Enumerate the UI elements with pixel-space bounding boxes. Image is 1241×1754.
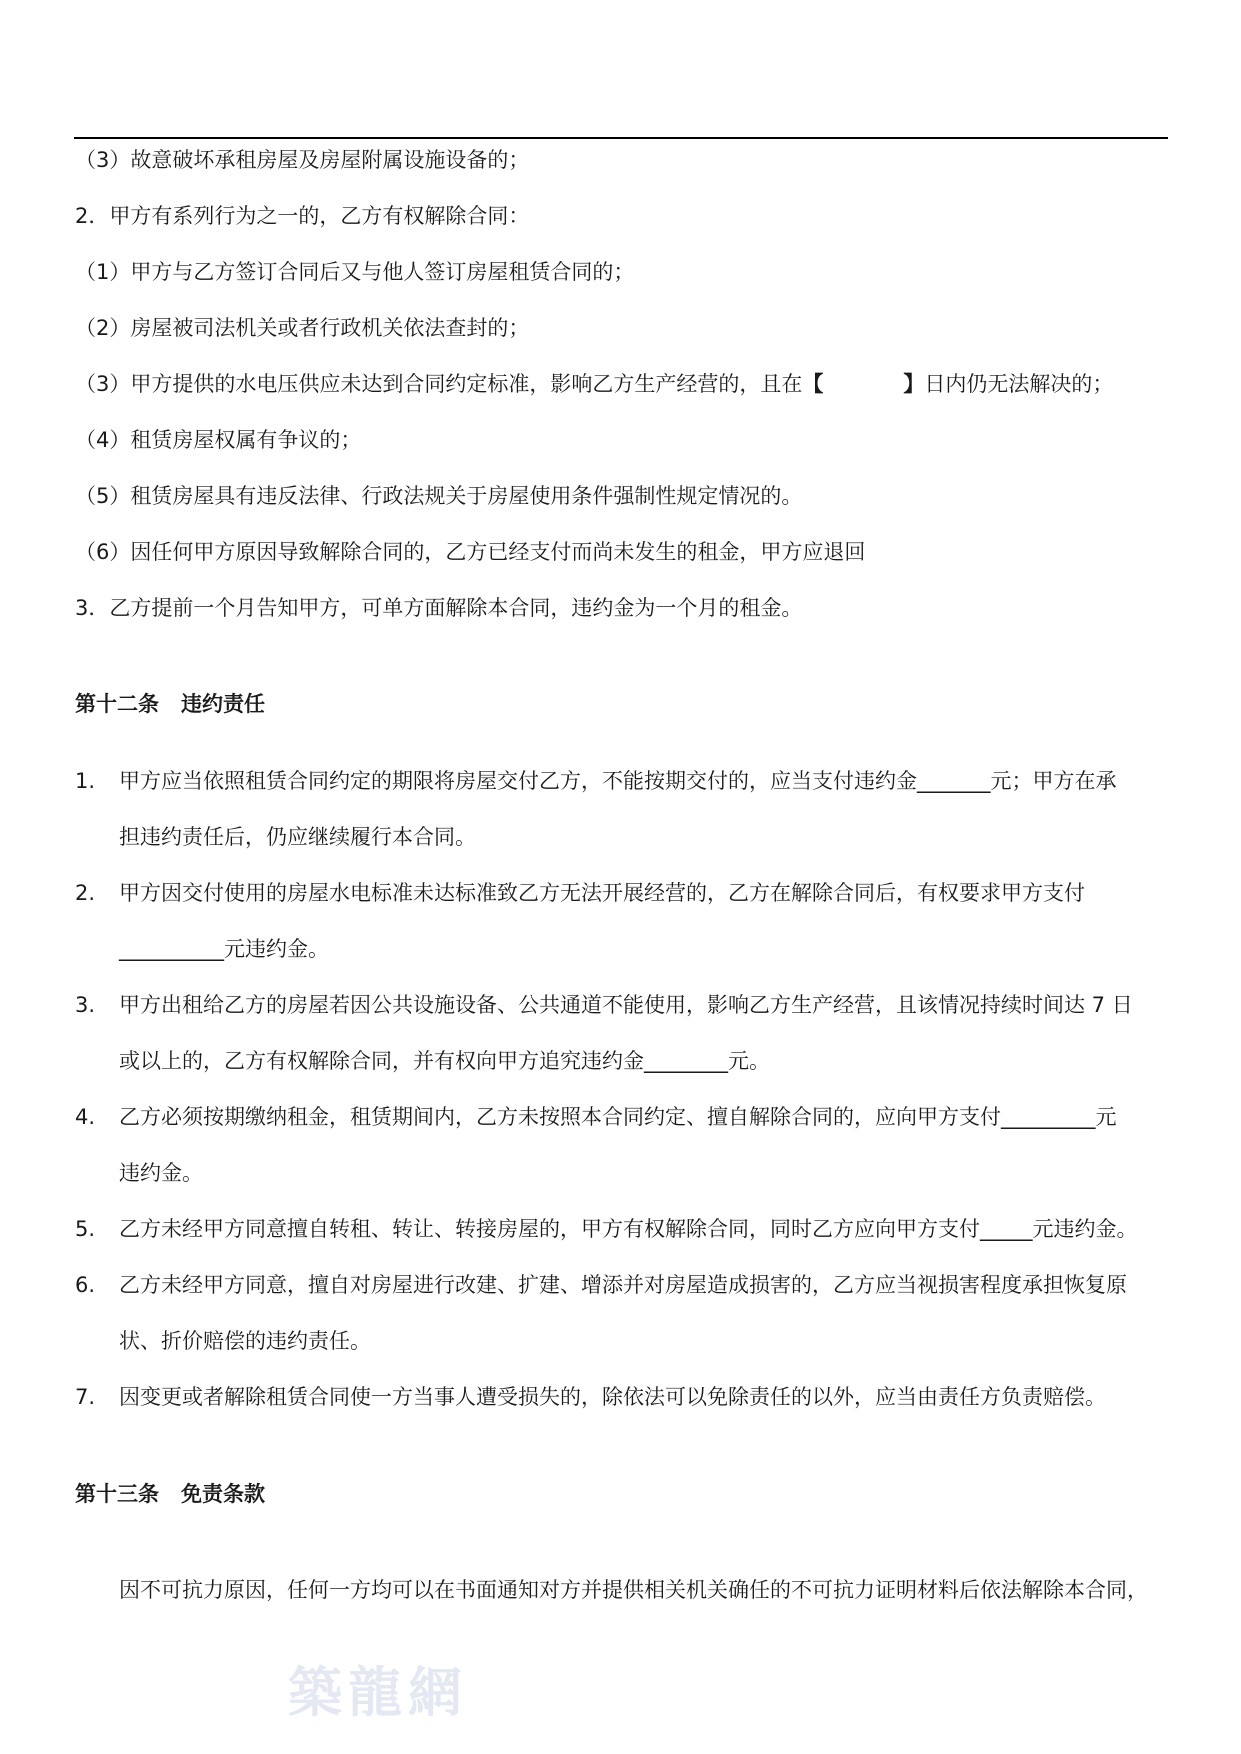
article-13-heading xyxy=(75,1479,265,1509)
item-number: 4. xyxy=(75,1105,96,1129)
item-number: 5. xyxy=(75,1217,96,1241)
item-text: 乙方未经甲方同意擅自转租、转让、转接房屋的，甲方有权解除合同，同时乙方应向甲方支付_____元违约金。 xyxy=(119,1217,1138,1241)
item-text: 违约金。 xyxy=(119,1161,203,1185)
item-number: 7. xyxy=(75,1385,96,1409)
clause-line: （3）故意破坏承租房屋及房屋附属设施设备的； xyxy=(75,148,530,172)
item-text: __________元违约金。 xyxy=(119,937,329,961)
item-text: 甲方出租给乙方的房屋若因公共设施设备、公共通道不能使用，影响乙方生产经营，且该情况持续时间达 7 日 xyxy=(119,993,1133,1017)
item-text: 甲方因交付使用的房屋水电标准未达标准致乙方无法开展经营的，乙方在解除合同后，有权要求甲方支付 xyxy=(119,881,1085,905)
item-number: 2. xyxy=(75,881,96,905)
article-number: 第十三条 xyxy=(75,1482,159,1506)
blank-open-bracket: 【 xyxy=(802,372,824,396)
clause-line: 3．乙方提前一个月告知甲方，可单方面解除本合同，违约金为一个月的租金。 xyxy=(75,596,803,620)
header-rule xyxy=(74,137,1168,139)
item-number: 3. xyxy=(75,993,96,1017)
item-number: 1. xyxy=(75,769,96,793)
item-text: 因变更或者解除租赁合同使一方当事人遭受损失的，除依法可以免除责任的以外，应当由责任方负责赔偿。 xyxy=(119,1385,1106,1409)
blank-close-bracket: 】 xyxy=(903,372,925,396)
item-text: 或以上的，乙方有权解除合同，并有权向甲方追究违约金________元。 xyxy=(119,1049,770,1073)
item-text: 状、折价赔偿的违约责任。 xyxy=(119,1329,371,1353)
clause-line: （4）租赁房屋权属有争议的； xyxy=(75,428,362,452)
paragraph: 因不可抗力原因，任何一方均可以在书面通知对方并提供相关机关确任的不可抗力证明材料后依法解除本合同， xyxy=(119,1578,1148,1602)
article-title: 免责条款 xyxy=(181,1482,265,1506)
clause-text: 日内仍无法解决的； xyxy=(924,372,1114,396)
watermark-logo: 築龍網 xyxy=(288,1660,468,1724)
article-12-heading xyxy=(75,689,265,719)
item-number: 6. xyxy=(75,1273,96,1297)
clause-line: （1）甲方与乙方签订合同后又与他人签订房屋租赁合同的； xyxy=(75,260,635,284)
clause-line: （2）房屋被司法机关或者行政机关依法查封的； xyxy=(75,316,530,340)
item-text: 甲方应当依照租赁合同约定的期限将房屋交付乙方，不能按期交付的，应当支付违约金_______元；甲方在承 xyxy=(119,769,1117,793)
item-text: 乙方未经甲方同意，擅自对房屋进行改建、扩建、增添并对房屋造成损害的，乙方应当视损害程度承担恢复原 xyxy=(119,1273,1127,1297)
clause-text: （3）甲方提供的水电压供应未达到合同约定标准，影响乙方生产经营的，且在 xyxy=(75,372,803,396)
clause-line: （6）因任何甲方原因导致解除合同的，乙方已经支付而尚未发生的租金，甲方应退回 xyxy=(75,540,866,564)
article-number: 第十二条 xyxy=(75,692,159,716)
clause-line: 2．甲方有系列行为之一的，乙方有权解除合同： xyxy=(75,204,530,228)
article-title: 违约责任 xyxy=(181,692,265,716)
item-text: 担违约责任后，仍应继续履行本合同。 xyxy=(119,825,476,849)
item-text: 乙方必须按期缴纳租金，租赁期间内，乙方未按照本合同约定、擅自解除合同的，应向甲方支付_________元 xyxy=(119,1105,1117,1129)
clause-line: （5）租赁房屋具有违反法律、行政法规关于房屋使用条件强制性规定情况的。 xyxy=(75,484,803,508)
clause-line xyxy=(75,369,1113,399)
